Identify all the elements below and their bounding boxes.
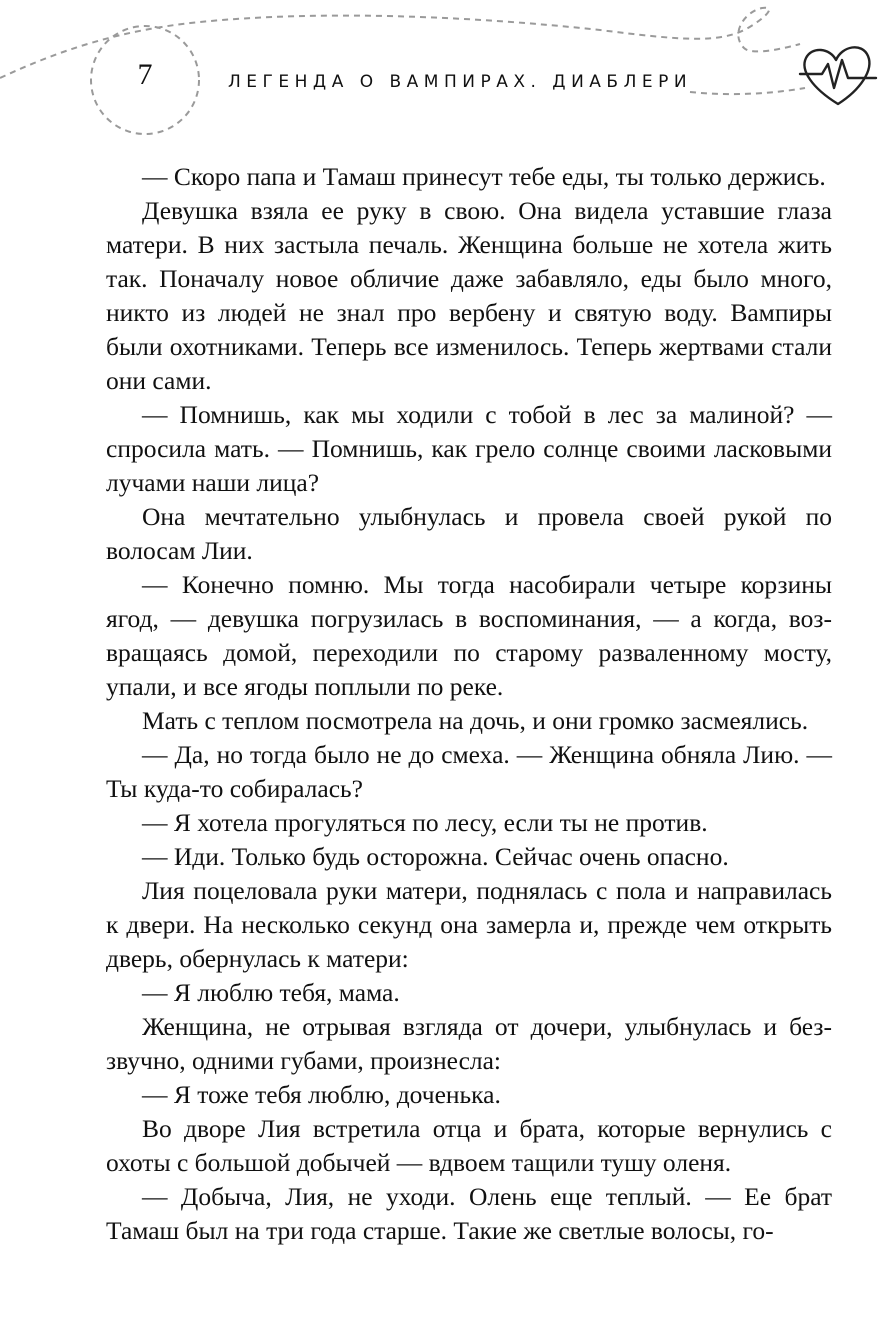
paragraph: — Иди. Только будь осторожна. Сейчас очень опасно. — [142, 842, 729, 871]
paragraph: — Я тоже тебя люблю, доченька. — [142, 1080, 501, 1109]
paragraph: Лия поцеловала руки матери, поднялась с пола и направилась к двери. На несколько секунд она замерла и, прежде чем открыть дверь, обернулась к матери: — [106, 876, 832, 973]
paragraph: Мать с теплом посмотрела на дочь, и они громко засмеялись. — [142, 706, 809, 735]
dashed-thread-under-title — [690, 88, 805, 94]
running-title: ЛЕГЕНДА О ВАМПИРАХ. ДИАБЛЕРИ — [228, 72, 693, 92]
paragraph: — Я люблю тебя, мама. — [142, 978, 400, 1007]
page-number: 7 — [137, 58, 153, 91]
paragraph: — Я хотела прогуляться по лесу, если ты не против. — [142, 808, 708, 837]
paragraph: Во дворе Лия встретила отца и брата, которые вернулись с охоты с большой добычей — вдвоем тащили тушу оленя. — [106, 1114, 832, 1177]
paragraph: Женщина, не отрывая взгляда от дочери, улыбнулась и беззвучно, одними губами, произнесла: — [106, 1012, 832, 1075]
paragraph: — Конечно помню. Мы тогда насобирали четыре корзины ягод, — девушка погрузилась в воспоминания, — а когда, возвращаясь домой, переходили по старому разваленному мосту, упали, и все ягоды поплыли по реке. — [106, 570, 832, 701]
paragraph: — Да, но тогда было не до смеха. — Женщина обняла Лию. — Ты куда-то собиралась? — [106, 740, 832, 803]
paragraph: — Добыча, Лия, не уходи. Олень еще теплый. — Ее брат Тамаш был на три года старше. Такие же светлые волосы, го- — [106, 1182, 832, 1245]
paragraph: — Помнишь, как мы ходили с тобой в лес за малиной? — спросила мать. — Помнишь, как грело солнце своими ласковыми лучами наши лица? — [106, 400, 832, 497]
heart-heartbeat-icon — [800, 47, 876, 104]
paragraph: Она мечтательно улыбнулась и провела своей рукой по волосам Лии. — [106, 502, 832, 565]
paragraph: — Скоро папа и Тамаш принесут тебе еды, ты только держись. — [142, 162, 826, 191]
body-text — [106, 160, 832, 1248]
paragraph: Девушка взяла ее руку в свою. Она видела уставшие глаза матери. В них застыла печаль. Женщина больше не хотела жить так. Поначалу новое обличие даже забавляло, еды было много, никто из людей не знал про вербену и святую воду. Вампиры были охотниками. Теперь все изменилось. Теперь жертвами стали они сами. — [106, 196, 832, 395]
